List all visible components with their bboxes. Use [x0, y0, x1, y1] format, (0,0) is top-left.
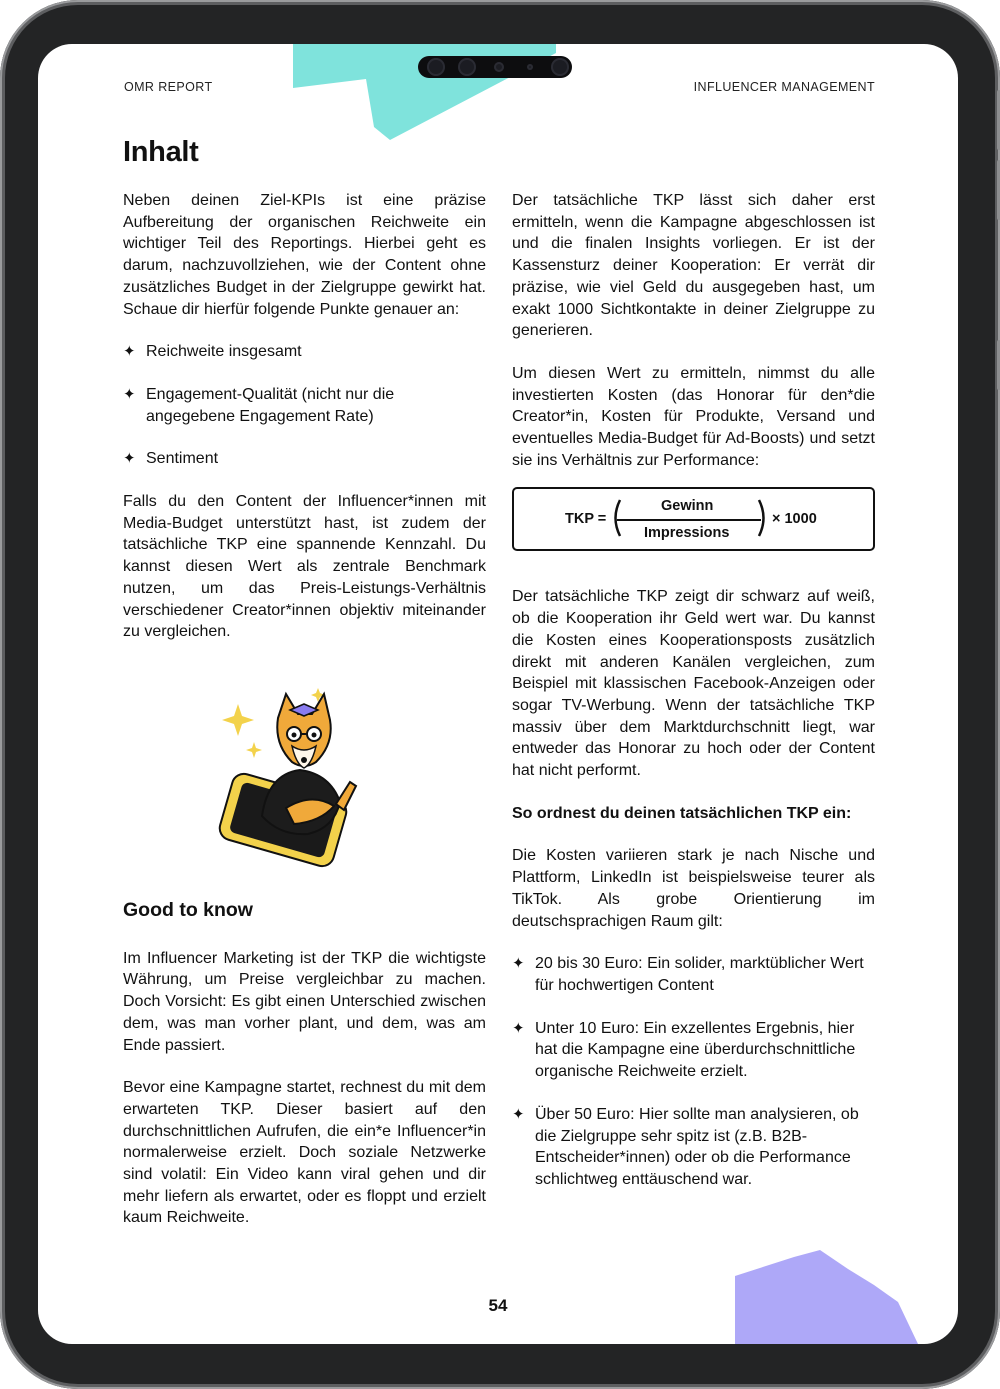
- formula-multiplier: × 1000: [772, 511, 817, 528]
- right-column: [512, 190, 875, 1191]
- list-item: ✦ Reichweite insgesamt: [123, 341, 486, 363]
- left-parenthesis-icon: [609, 498, 623, 538]
- good-to-know-paragraph: Bevor eine Kampagne startet, rechnest du mit dem erwarteten TKP. Dieser basiert auf den durchschnittlichen Aufrufen, die ein*e Influencer*in normalerweise erzielt. Doch soziale Netzwerke sind volatil: Ein Video kann viral gehen und dir mehr liefern als erwartet, oder es floppt und erzielt kaum Reichweite.: [123, 1079, 486, 1227]
- camera-lens-icon: [458, 58, 476, 76]
- list-item: ✦ Sentiment: [123, 448, 486, 470]
- list-item: ✦ Über 50 Euro: Hier sollte man analysieren, ob die Zielgruppe sehr spitz ist (z.B. B2B-Entscheider*innen) oder ob die Performance schlichtweg enttäuschend war.: [512, 1104, 875, 1191]
- right-parenthesis-icon: [756, 498, 770, 538]
- camera-lens-icon: [551, 58, 569, 76]
- list-item: ✦ Unter 10 Euro: Ein exzellentes Ergebnis, hier hat die Kampagne eine überdurchschnittliche organische Reichweite erzielt.: [512, 1018, 875, 1083]
- page-screen: [38, 44, 958, 1344]
- camera-lens-icon: [427, 58, 445, 76]
- good-to-know-section: [123, 900, 486, 1229]
- tkp-paragraph: Der tatsächliche TKP zeigt dir schwarz auf weiß, ob die Kooperation ihr Geld wert war. Du kannst die Kosten eines Kooperationsposts zusätzlich direkt mit anderen Kanälen vergleichen, zum Beispiel mit klassischen Facebook-Anzeigen oder sogar TV-Werbung. Wenn der tatsächliche TKP massiv über dem Marktdurchschnitt liegt, war entweder das Honorar zu hoch oder der Content hat nicht performt.: [512, 588, 875, 780]
- page-title: Inhalt: [123, 136, 199, 168]
- good-to-know-paragraph: Im Influencer Marketing ist der TKP die wichtigste Währung, um Preise vergleichbar zu machen. Doch Vorsicht: Es gibt einen Unterschied zwischen dem, was man vorher plant, und dem, was am Ende passiert.: [123, 949, 486, 1054]
- list-item: ✦ Engagement-Qualität (nicht nur die angegebene Engagement Rate): [123, 384, 486, 427]
- tkp-formula-box: [512, 487, 875, 551]
- tkp-range-list: [512, 953, 875, 1190]
- tkp-paragraph: Um diesen Wert zu ermitteln, nimmst du alle investierten Kosten (das Honorar für den*die Creator*in, Kosten für Produkte, Versand und eventuelles Media-Budget für Ad-Boosts) und setzt sie ins Verhältnis zur Performance:: [512, 364, 875, 469]
- tkp-intro-paragraph: Falls du den Content der Influencer*innen mit Media-Budget unterstützt hast, ist zudem der tatsächliche TKP eine spannende Kennzahl. Du kannst diesen Wert als zentrale Benchmark nutzen, um das Preis-Leistungs-Verhältnis verschiedener Creator*innen objektiv miteinander zu vergleichen.: [123, 493, 486, 641]
- header-right: INFLUENCER MANAGEMENT: [693, 80, 875, 94]
- tkp-subheading: So ordnest du deinen tatsächlichen TKP ein:: [512, 804, 852, 822]
- formula-denominator: Impressions: [644, 525, 730, 542]
- tkp-paragraph: Die Kosten variieren stark je nach Nische und Plattform, LinkedIn ist beispielsweise teurer als TikTok. Als grobe Orientierung im deutschsprachigen Raum gilt:: [512, 847, 875, 930]
- tkp-paragraph: Der tatsächliche TKP lässt sich daher erst ermitteln, wenn die Kampagne abgeschlossen ist und die finalen Insights vorliegen. Er ist der Kassensturz deiner Kooperation: Er verrät dir präzise, wie viel Geld du ausgegeben hast, um exakt 1000 Sichtkontakte in deiner Zielgruppe zu generieren.: [512, 192, 875, 340]
- sensor-dot-icon: [527, 64, 533, 70]
- kpi-bullet-list: [123, 341, 486, 470]
- sensor-icon: [494, 62, 504, 72]
- formula-numerator: Gewinn: [661, 498, 714, 515]
- list-item: ✦ 20 bis 30 Euro: Ein solider, marktüblicher Wert für hochwertigen Content: [512, 953, 875, 996]
- good-to-know-heading: Good to know: [123, 899, 253, 921]
- fraction-bar: [617, 519, 761, 521]
- formula-lhs: TKP =: [565, 511, 607, 528]
- page-number: 54: [488, 1296, 508, 1315]
- intro-paragraph: Neben deinen Ziel-KPIs ist eine präzise Aufbereitung der organischen Reichweite ein wichtiger Teil des Reportings. Hierbei geht es darum, nachzuvollziehen, wie der Content ohne zusätzliches Budget in der Zielgruppe gewirkt hat. Schaue dir hierfür folgende Punkte genauer an:: [123, 192, 486, 318]
- left-column: [123, 190, 486, 643]
- header-left: OMR REPORT: [124, 80, 213, 94]
- fox-mascot-illustration: [216, 684, 386, 884]
